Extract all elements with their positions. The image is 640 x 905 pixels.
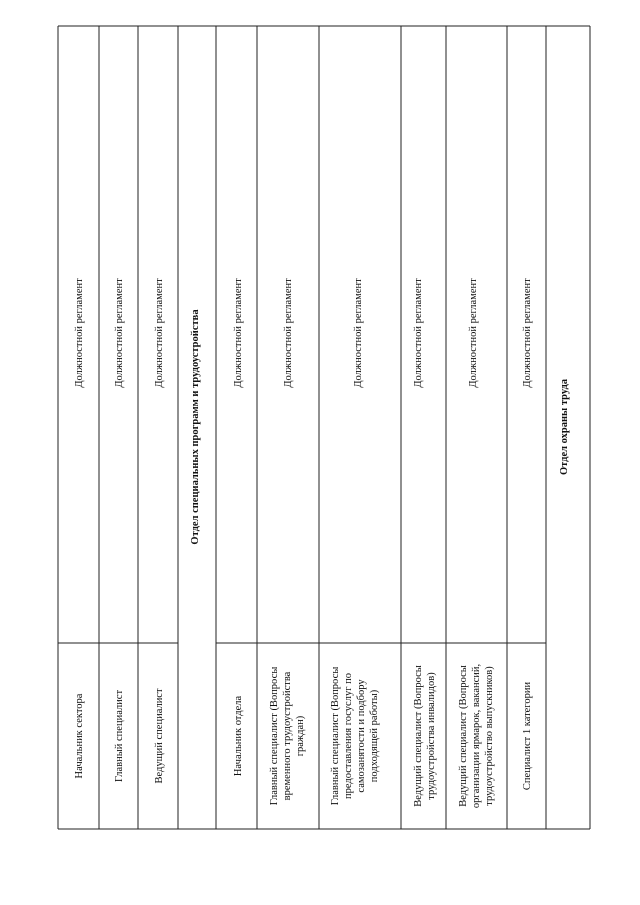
document-cell: Должностной регламент: [233, 278, 244, 388]
table-row: [114, 278, 125, 388]
document-cell: Должностной регламент: [114, 278, 125, 388]
document-cell: Должностной регламент: [74, 278, 85, 388]
position-cell: самозанятости и подбору: [356, 679, 367, 793]
position-cell: трудоустройства инвалидов): [426, 672, 437, 800]
document-cell: Должностной регламент: [413, 278, 424, 388]
position-cell: временного трудоустройства: [282, 671, 293, 801]
table-row: [233, 278, 244, 388]
section-header: [190, 309, 201, 545]
table-row: [330, 667, 380, 806]
section-title: Отдел специальных программ и трудоустройства: [190, 309, 201, 545]
position-cell: организации ярмарок, вакансий,: [471, 663, 482, 809]
document-cell: Должностной регламент: [468, 278, 479, 388]
table-row: [413, 278, 424, 388]
table-row: [353, 278, 364, 388]
table-row: [522, 681, 533, 790]
position-cell: Ведущий специалист (Вопросы: [458, 665, 469, 807]
position-cell: Главный специалист (Вопросы: [269, 666, 280, 806]
position-cell: Специалист 1 категории: [522, 681, 533, 791]
table-row: [114, 690, 125, 783]
document-cell: Должностной регламент: [522, 278, 533, 388]
position-cell: Главный специалист: [114, 689, 125, 783]
section-header: [559, 378, 570, 475]
position-cell: Начальник сектора: [74, 693, 85, 779]
position-cell: граждан): [295, 715, 306, 757]
table-row: [283, 278, 294, 388]
table-row: [458, 664, 495, 808]
position-cell: Ведущий специалист (Вопросы: [413, 665, 424, 807]
table-row: [154, 688, 165, 784]
document-cell: Должностной регламент: [353, 278, 364, 388]
table-row: [269, 667, 306, 806]
position-cell: Начальник отдела: [233, 695, 244, 777]
table-row: [154, 278, 165, 388]
table-row: [74, 278, 85, 388]
position-cell: Главный специалист (Вопросы: [330, 666, 341, 806]
position-cell: предоставления госуслуг по: [343, 673, 354, 799]
position-cell: подходящей работы): [369, 689, 380, 783]
section-title: Отдел охраны труда: [559, 378, 570, 476]
table-row: [233, 696, 244, 777]
table-row: [468, 278, 479, 388]
document-cell: Должностной регламент: [154, 278, 165, 388]
table-row: [413, 665, 437, 807]
position-cell: трудоустройство выпускников): [484, 666, 495, 806]
document-cell: Должностной регламент: [283, 278, 294, 388]
table-row: [74, 693, 85, 778]
table-row: [522, 278, 533, 388]
position-cell: Ведущий специалист: [154, 688, 165, 784]
